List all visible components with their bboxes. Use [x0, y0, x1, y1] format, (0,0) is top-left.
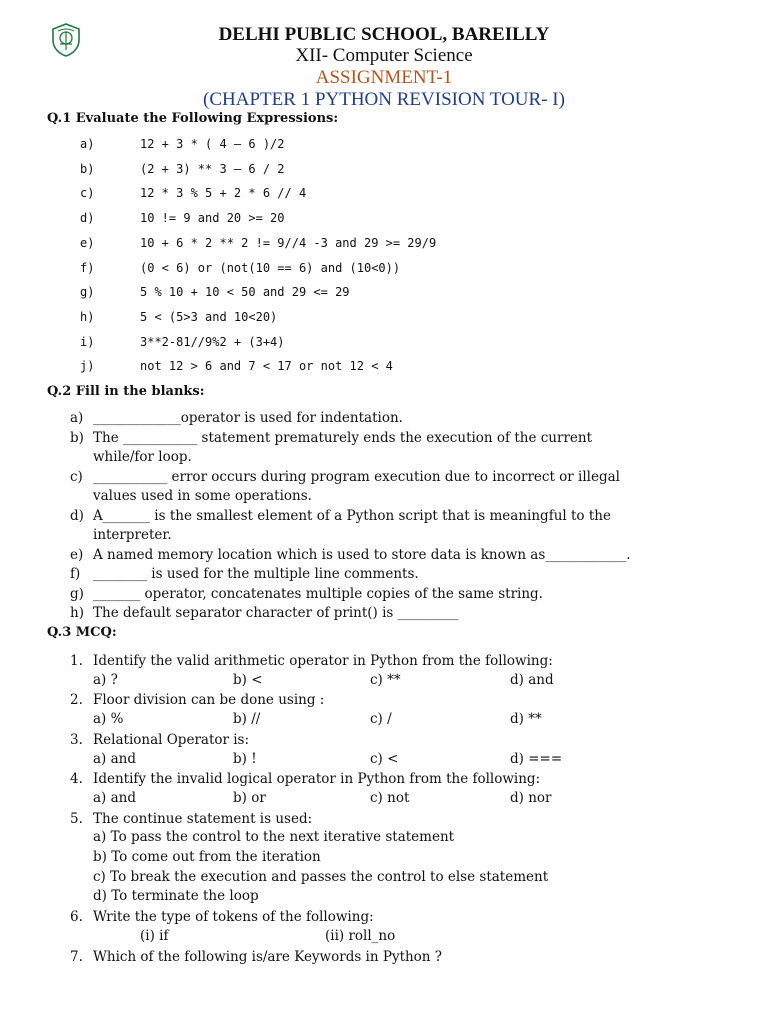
q3-heading: Q.3 MCQ: — [47, 625, 117, 640]
mcq-number: 2. — [70, 692, 83, 709]
token-item: (ii) roll_no — [325, 927, 396, 944]
mcq-option: d) and — [510, 671, 554, 688]
expression-letter: j) — [80, 359, 95, 374]
mcq-number: 6. — [70, 909, 83, 926]
blank-letter: a) — [70, 410, 84, 426]
blank-text: _____________operator is used for indentation. — [93, 410, 403, 426]
mcq-question-text: Identify the valid arithmetic operator in Python from the following: — [93, 653, 553, 669]
mcq-question-text: Identify the invalid logical operator in Python from the following: — [93, 771, 541, 788]
mcq-option: d) ** — [510, 711, 542, 728]
expression-letter: d) — [80, 211, 95, 226]
blank-letter: e) — [70, 546, 84, 563]
mcq-option: b) ! — [233, 750, 257, 767]
mcq-number: 4. — [70, 771, 83, 788]
mcq-option: c) / — [370, 711, 392, 728]
expression-letter: i) — [80, 334, 95, 349]
mcq-question-text: Which of the following is/are Keywords in Python ? — [93, 948, 443, 965]
expression-text: 5 < (5>3 and 10<20) — [140, 309, 278, 324]
expression-text: 12 * 3 % 5 + 2 * 6 // 4 — [140, 186, 307, 201]
subject-title: XII- Computer Science — [295, 45, 473, 66]
mcq-number: 5. — [70, 810, 83, 827]
mcq-option: a) and — [93, 789, 136, 806]
mcq-number: 7. — [70, 948, 83, 965]
blank-letter: h) — [70, 605, 84, 621]
mcq-option: a) To pass the control to the next iterative statement — [93, 829, 455, 846]
mcq-option: c) To break the execution and passes the control to else statement — [93, 868, 549, 885]
mcq-option: b) To come out from the iteration — [93, 849, 321, 865]
expression-letter: f) — [80, 260, 95, 275]
mcq-question-text: The continue statement is used: — [93, 810, 313, 827]
expression-letter: e) — [80, 235, 95, 250]
mcq-option: a) and — [93, 750, 136, 767]
expression-letter: g) — [80, 285, 95, 300]
blank-text: values used in some operations. — [93, 488, 312, 504]
blank-text: A_______ is the smallest element of a Python script that is meaningful to the — [93, 507, 611, 524]
expression-letter: b) — [80, 161, 95, 176]
mcq-number: 1. — [70, 653, 83, 669]
mcq-option: c) ** — [370, 671, 401, 688]
expression-text: 12 + 3 * ( 4 – 6 )/2 — [140, 137, 285, 151]
expression-text: 3**2-81//9%2 + (3+4) — [140, 334, 285, 349]
expression-letter: a) — [80, 137, 95, 151]
blank-text: The ___________ statement prematurely ends the execution of the current — [93, 429, 593, 446]
mcq-question-text: Write the type of tokens of the following: — [93, 909, 374, 926]
blank-text: _______ operator, concatenates multiple copies of the same string. — [93, 585, 543, 602]
mcq-question-text: Relational Operator is: — [93, 731, 250, 748]
mcq-option: b) < — [233, 671, 263, 688]
blank-text: The default separator character of print() is _________ — [93, 605, 459, 621]
expression-text: (0 < 6) or (not(10 == 6) and (10<0)) — [140, 260, 401, 275]
expression-text: 10 + 6 * 2 ** 2 != 9//4 -3 and 29 >= 29/9 — [140, 235, 437, 250]
blank-text: ________ is used for the multiple line comments. — [93, 566, 419, 582]
mcq-option: d) nor — [510, 789, 552, 806]
blank-letter: d) — [70, 507, 84, 524]
expression-letter: h) — [80, 309, 95, 324]
blank-text: A named memory location which is used to store data is known as____________. — [93, 546, 631, 563]
q2-heading: Q.2 Fill in the blanks: — [47, 384, 205, 399]
expression-text: not 12 > 6 and 7 < 17 or not 12 < 4 — [140, 359, 393, 374]
blank-letter: b) — [70, 429, 84, 446]
mcq-question-text: Floor division can be done using : — [93, 692, 325, 709]
token-item: (i) if — [140, 927, 169, 944]
mcq-option: a) ? — [93, 671, 118, 688]
blank-letter: g) — [70, 585, 84, 602]
blank-letter: c) — [70, 468, 83, 485]
mcq-option: d) === — [510, 750, 563, 767]
blank-text: while/for loop. — [93, 449, 192, 465]
expression-text: 10 != 9 and 20 >= 20 — [140, 211, 285, 226]
blank-letter: f) — [70, 566, 81, 582]
mcq-option: b) // — [233, 711, 261, 728]
q1-heading: Q.1 Evaluate the Following Expressions: — [47, 111, 339, 126]
expression-text: 5 % 10 + 10 < 50 and 29 <= 29 — [140, 285, 350, 300]
mcq-option: d) To terminate the loop — [93, 888, 259, 905]
blank-text: ___________ error occurs during program execution due to incorrect or illegal — [93, 468, 620, 485]
chapter-title: (CHAPTER 1 PYTHON REVISION TOUR- I) — [203, 89, 565, 110]
expression-text: (2 + 3) ** 3 – 6 / 2 — [140, 161, 285, 176]
expression-letter: c) — [80, 186, 95, 201]
mcq-option: b) or — [233, 789, 266, 806]
mcq-option: c) < — [370, 750, 399, 767]
school-name: DELHI PUBLIC SCHOOL, BAREILLY — [218, 24, 550, 45]
blank-text: interpreter. — [93, 527, 172, 543]
mcq-option: a) % — [93, 711, 124, 728]
mcq-option: c) not — [370, 789, 410, 806]
assignment-title: ASSIGNMENT-1 — [315, 67, 453, 88]
mcq-number: 3. — [70, 731, 83, 748]
